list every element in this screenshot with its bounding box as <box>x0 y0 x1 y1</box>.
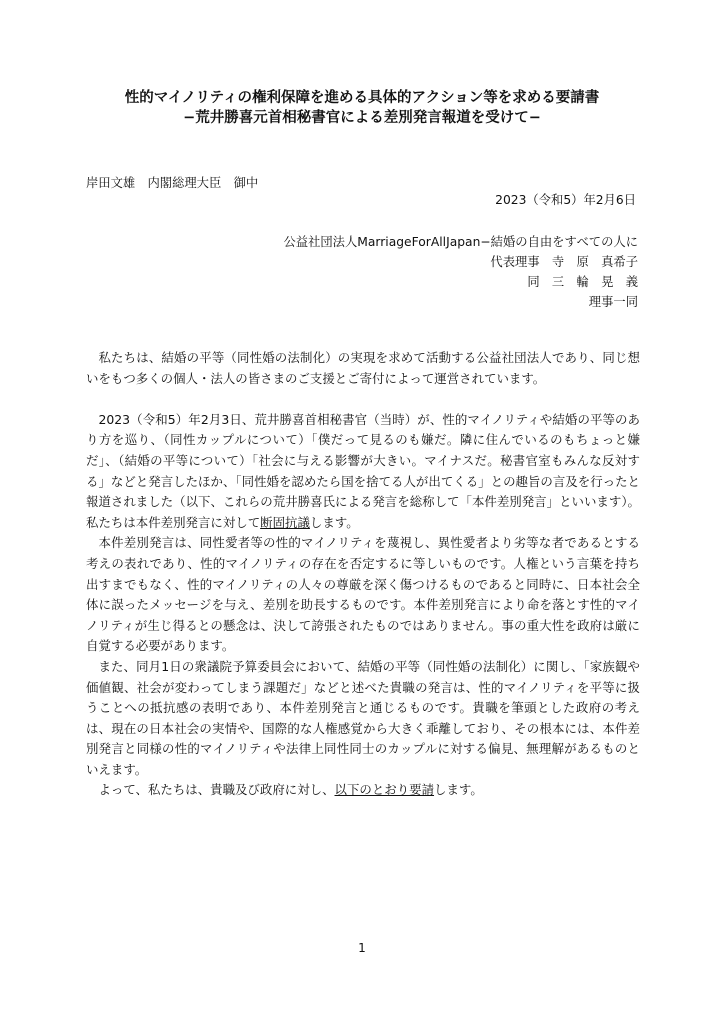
sender-representative: 代表理事 寺 原 真希子 <box>490 255 638 269</box>
paragraph-harm: 本件差別発言は、同性愛者等の性的マイノリティを蔑視し、異性愛者より劣等な者であるとする考えの表れであり、性的マイノリティの存在を否定するに等しいものです。人権という言葉を持ち出すまでもなく、性的マイノリティの人々の尊厳を深く傷つけるものであると同時に、日本社会全体に誤ったメッセージを与え、差別を助長するものです。本件差別発言により命を落とす性的マイノリティが生じ得るとの懸念は、決して誇張されたものではありません。事の重大性を政府は厳に自覚する必要があります。 <box>86 535 640 654</box>
paragraph-incident <box>86 410 640 534</box>
document-date: 2023（令和5）年2月6日 <box>495 193 636 207</box>
paragraph-intro: 私たちは、結婚の平等（同性婚の法制化）の実現を求めて活動する公益社団法人であり、同じ想いをもつ多くの個人・法人の皆さまのご支援とご寄付によって運営されています。 <box>86 350 640 386</box>
sender-organization: 公益社団法人MarriageForAllJapan−結婚の自由をすべての人に <box>283 235 638 249</box>
document-subtitle: −荒井勝喜元首相秘書官による差別発言報道を受けて− <box>183 110 541 126</box>
paragraph-government: また、同月1日の衆議院予算委員会において、結婚の平等（同性婚の法制化）に関し、「家族観や価値観、社会が変わってしまう課題だ」などと述べた貴職の発言は、性的マイノリティを平等に扱うことへの抵抗感の表明であり、本件差別発言と通じるものです。貴職を筆頭とした政府の考えは、現在の日本社会の実情や、国際的な人権感覚から大きく乖離しており、その根本には、本件差別発言と同様の性的マイノリティや法律上同性同士のカップルに対する偏見、無理解があるものといえます。 <box>86 658 640 777</box>
paragraph-request <box>86 780 640 801</box>
sender-co-representative: 同 三 輪 晃 義 <box>527 275 638 289</box>
document-title: 性的マイノリティの権利保障を進める具体的アクション等を求める要請書 <box>124 90 600 106</box>
paragraph-request-end: します。 <box>434 782 483 798</box>
sender-board: 理事一同 <box>588 295 638 309</box>
paragraph-request-text: よって、私たちは、貴職及び政府に対し、 <box>98 782 335 798</box>
addressee: 岸田文雄 内閣総理大臣 御中 <box>86 176 259 190</box>
paragraph-incident-text: 2023（令和5）年2月3日、荒井勝喜首相秘書官（当時）が、性的マイノリティや結婚の平等のあり方を巡り、（同性カップルについて）「僕だって見るのも嫌だ。隣に住んでいるのもちょっと嫌だ」、（結婚の平等について）「社会に与える影響が大きい。マイナスだ。秘書官室もみんな反対する」などと発言したほか、「同性婚を認めたら国を捨てる人が出てくる」との趣旨の言及を行ったと報道されました（以下、これらの荒井勝喜氏による発言を総称して「本件差別発言」といいます）。私たちは本件差別発言に対して <box>86 411 640 530</box>
page-number: 1 <box>358 941 366 955</box>
request-emphasis: 以下のとおり要請 <box>334 782 435 798</box>
letter-body <box>86 348 640 801</box>
paragraph-incident-end: します。 <box>309 514 359 530</box>
protest-emphasis: 断固抗議 <box>260 514 310 530</box>
